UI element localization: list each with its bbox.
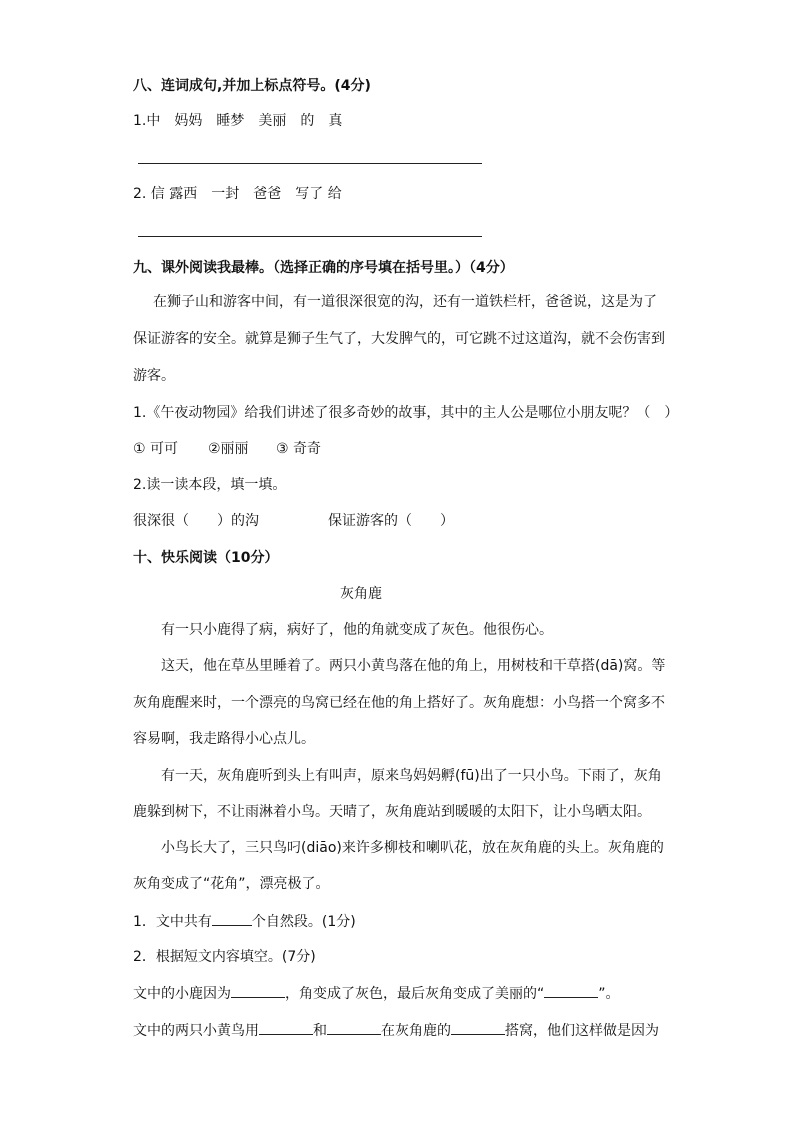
q1-text-a: 1．文中共有 bbox=[133, 914, 212, 930]
option-1[interactable]: ① 可可 bbox=[133, 441, 179, 457]
story-title: 灰角鹿 bbox=[340, 586, 382, 602]
answer-line-2[interactable] bbox=[138, 236, 482, 237]
f1-blank-1[interactable] bbox=[231, 983, 285, 998]
section-10-title: 十、快乐阅读（10分） bbox=[133, 550, 279, 566]
story-line-5: 有一天，灰角鹿听到头上有叫声，原来鸟妈妈孵(fū)出了一只小鸟。下雨了，灰角 bbox=[161, 768, 662, 784]
section-9-title: 九、课外阅读我最棒。（选择正确的序号填在括号里。）（4分） bbox=[133, 260, 514, 276]
f2-text-b: 和 bbox=[313, 1023, 327, 1039]
story-line-2: 这天，他在草丛里睡着了。两只小黄鸟落在他的角上，用树枝和干草搭(dā)窝。等 bbox=[161, 658, 666, 674]
fill-line-2 bbox=[133, 1020, 659, 1041]
fill-blank-2[interactable]: 保证游客的（ ） bbox=[328, 513, 454, 529]
f1-text-a: 文中的小鹿因为 bbox=[133, 986, 231, 1002]
story-line-4: 容易啊，我走路得小心点儿。 bbox=[133, 731, 315, 747]
f2-text-c: 在灰角鹿的 bbox=[381, 1023, 451, 1039]
answer-line-1[interactable] bbox=[138, 163, 482, 164]
story-line-6: 鹿躲到树下，不让雨淋着小鸟。天晴了，灰角鹿站到暖暖的太阳下，让小鸟晒太阳。 bbox=[133, 804, 651, 820]
q1-text-b: 个自然段。(1分) bbox=[251, 914, 356, 930]
section-8-q2: 2. 信 露西 一封 爸爸 写了 给 bbox=[133, 186, 342, 202]
section-8-title: 八、连词成句,并加上标点符号。(4分) bbox=[133, 78, 371, 94]
f1-blank-2[interactable] bbox=[544, 983, 598, 998]
f2-blank-2[interactable] bbox=[327, 1020, 381, 1035]
section-10-q2: 2．根据短文内容填空。(7分) bbox=[133, 949, 316, 965]
option-2[interactable]: ②丽丽 bbox=[208, 441, 249, 457]
option-3[interactable]: ③ 奇奇 bbox=[276, 441, 322, 457]
f1-text-b: ，角变成了灰色，最后灰角变成了美丽的“ bbox=[285, 986, 545, 1002]
story-line-3: 灰角鹿醒来时，一个漂亮的鸟窝已经在他的角上搭好了。灰角鹿想：小鸟搭一个窝多不 bbox=[133, 695, 665, 711]
q1-blank[interactable] bbox=[212, 911, 252, 926]
passage-9-line-1: 在狮子山和游客中间，有一道很深很宽的沟，还有一道铁栏杆，爸爸说，这是为了 bbox=[153, 294, 657, 310]
section-9-q2: 2.读一读本段，填一填。 bbox=[133, 477, 287, 493]
f2-text-d: 搭窝，他们这样做是因为 bbox=[505, 1023, 659, 1039]
f2-blank-3[interactable] bbox=[451, 1020, 505, 1035]
f2-blank-1[interactable] bbox=[259, 1020, 313, 1035]
section-8-q1: 1.中 妈妈 睡梦 美丽 的 真 bbox=[133, 113, 343, 129]
section-9-q1: 1.《午夜动物园》给我们讲述了很多奇妙的故事，其中的主人公是哪位小朋友呢？（ ） bbox=[133, 405, 679, 421]
passage-9-line-2: 保证游客的安全。就算是狮子生气了，大发脾气的，可它跳不过这道沟，就不会伤害到 bbox=[133, 331, 665, 347]
story-line-7: 小鸟长大了，三只鸟叼(diāo)来许多柳枝和喇叭花，放在灰角鹿的头上。灰角鹿的 bbox=[161, 840, 664, 856]
f2-text-a: 文中的两只小黄鸟用 bbox=[133, 1023, 259, 1039]
fill-blank-1[interactable]: 很深很（ ）的沟 bbox=[133, 513, 259, 529]
story-line-1: 有一只小鹿得了病，病好了，他的角就变成了灰色。他很伤心。 bbox=[161, 622, 553, 638]
fill-line-1 bbox=[133, 983, 620, 1004]
passage-9-line-3: 游客。 bbox=[133, 368, 175, 384]
story-line-8: 灰角变成了“花角”，漂亮极了。 bbox=[133, 876, 330, 892]
section-10-q1 bbox=[133, 911, 356, 932]
f1-text-c: ”。 bbox=[598, 986, 620, 1002]
